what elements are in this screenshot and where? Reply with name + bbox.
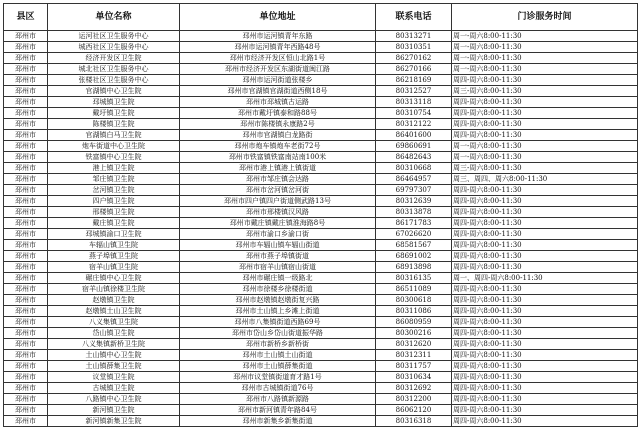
cell-hours: 周一-周六8:00-11:30 bbox=[452, 152, 638, 163]
cell-name: 官湖镇中心卫生院 bbox=[48, 86, 180, 97]
table-row bbox=[4, 196, 638, 207]
cell-county: 邳州市 bbox=[4, 53, 48, 64]
cell-address: 邳州市徐楼乡徐楼街道 bbox=[180, 284, 376, 295]
cell-county: 邳州市 bbox=[4, 207, 48, 218]
table-row bbox=[4, 130, 638, 141]
table-row bbox=[4, 97, 638, 108]
cell-county: 邳州市 bbox=[4, 42, 48, 53]
cell-name: 港上镇卫生院 bbox=[48, 163, 180, 174]
header-row bbox=[4, 4, 638, 31]
cell-name: 铁富镇中心卫生院 bbox=[48, 152, 180, 163]
cell-name: 戴圩镇卫生院 bbox=[48, 108, 180, 119]
cell-address: 邳州市港上镇港上镇街道 bbox=[180, 163, 376, 174]
table-row bbox=[4, 251, 638, 262]
table-row bbox=[4, 372, 638, 383]
cell-phone: 86401600 bbox=[376, 130, 452, 141]
cell-county: 邳州市 bbox=[4, 306, 48, 317]
cell-hours: 周四-周六8:00-11:30 bbox=[452, 383, 638, 394]
cell-phone: 86270162 bbox=[376, 53, 452, 64]
cell-address: 邳州市土山镇土山街道 bbox=[180, 350, 376, 361]
cell-county: 邳州市 bbox=[4, 185, 48, 196]
cell-county: 邳州市 bbox=[4, 317, 48, 328]
cell-phone: 80312692 bbox=[376, 383, 452, 394]
table-row bbox=[4, 295, 638, 306]
cell-name: 新河镇新集卫生院 bbox=[48, 416, 180, 427]
cell-phone: 86270166 bbox=[376, 64, 452, 75]
table-row bbox=[4, 262, 638, 273]
table-row bbox=[4, 31, 638, 42]
cell-hours: 周四-周六8:00-11:30 bbox=[452, 262, 638, 273]
cell-address: 邳州市官湖镇官湖街道西侧18号 bbox=[180, 86, 376, 97]
cell-hours: 周四-周六8:00-11:30 bbox=[452, 207, 638, 218]
table-row bbox=[4, 108, 638, 119]
cell-address: 邳州市邳城镇古运路 bbox=[180, 97, 376, 108]
cell-phone: 86171783 bbox=[376, 218, 452, 229]
table-row bbox=[4, 218, 638, 229]
cell-county: 邳州市 bbox=[4, 295, 48, 306]
cell-name: 四户镇卫生院 bbox=[48, 196, 180, 207]
cell-address: 邳州市经济开发区东湖街道闽江路 bbox=[180, 64, 376, 75]
cell-hours: 周四-周六8:00-11:30 bbox=[452, 317, 638, 328]
cell-phone: 80300216 bbox=[376, 328, 452, 339]
cell-address: 邳州市新桥乡新桥街 bbox=[180, 339, 376, 350]
cell-phone: 69860691 bbox=[376, 141, 452, 152]
cell-county: 邳州市 bbox=[4, 328, 48, 339]
cell-hours: 周四-周六8:00-11:30 bbox=[452, 185, 638, 196]
cell-phone: 80312200 bbox=[376, 394, 452, 405]
table-row bbox=[4, 328, 638, 339]
cell-address: 邳州市古城镇街道76号 bbox=[180, 383, 376, 394]
cell-name: 新河镇卫生院 bbox=[48, 405, 180, 416]
cell-name: 宿羊山镇徐楼卫生院 bbox=[48, 284, 180, 295]
cell-phone: 67026620 bbox=[376, 229, 452, 240]
cell-address: 邳州市渝口乡渝口街 bbox=[180, 229, 376, 240]
cell-phone: 80300618 bbox=[376, 295, 452, 306]
cell-address: 邳州市铁富镇铁富南站南100米 bbox=[180, 152, 376, 163]
table-row bbox=[4, 141, 638, 152]
cell-phone: 80311757 bbox=[376, 361, 452, 372]
cell-phone: 86464957 bbox=[376, 174, 452, 185]
cell-county: 邳州市 bbox=[4, 64, 48, 75]
table-row bbox=[4, 306, 638, 317]
cell-name: 土山镇中心卫生院 bbox=[48, 350, 180, 361]
header-phone: 联系电话 bbox=[376, 4, 452, 31]
header-name: 单位名称 bbox=[48, 4, 180, 31]
cell-address: 邳州市车辐山镇车辐山街道 bbox=[180, 240, 376, 251]
cell-name: 赵墩镇土山卫生院 bbox=[48, 306, 180, 317]
cell-county: 邳州市 bbox=[4, 361, 48, 372]
cell-name: 碾庄镇中心卫生院 bbox=[48, 273, 180, 284]
cell-phone: 80313118 bbox=[376, 97, 452, 108]
cell-hours: 周四-周六8:00-11:30 bbox=[452, 119, 638, 130]
cell-phone: 86218169 bbox=[376, 75, 452, 86]
cell-phone: 80312311 bbox=[376, 350, 452, 361]
cell-county: 邳州市 bbox=[4, 339, 48, 350]
cell-name: 车辐山镇卫生院 bbox=[48, 240, 180, 251]
table-row bbox=[4, 64, 638, 75]
cell-name: 宿羊山镇卫生院 bbox=[48, 262, 180, 273]
table-row bbox=[4, 383, 638, 394]
cell-address: 邳州市土山镇上乡滩上街道 bbox=[180, 306, 376, 317]
cell-name: 八路镇中心卫生院 bbox=[48, 394, 180, 405]
cell-phone: 68913898 bbox=[376, 262, 452, 273]
cell-phone: 80310754 bbox=[376, 108, 452, 119]
table-row bbox=[4, 284, 638, 295]
cell-county: 邳州市 bbox=[4, 218, 48, 229]
cell-name: 邳城镇渝口卫生院 bbox=[48, 229, 180, 240]
cell-phone: 80312527 bbox=[376, 86, 452, 97]
header-hours: 门诊服务时间 bbox=[452, 4, 638, 31]
cell-county: 邳州市 bbox=[4, 75, 48, 86]
cell-county: 邳州市 bbox=[4, 372, 48, 383]
cell-address: 邳州市新集乡新集街道 bbox=[180, 416, 376, 427]
cell-phone: 86482643 bbox=[376, 152, 452, 163]
cell-name: 官湖镇白马卫生院 bbox=[48, 130, 180, 141]
cell-hours: 周一-周六8:00-11:30 bbox=[452, 42, 638, 53]
cell-address: 邳州市邹庄镇会达路 bbox=[180, 174, 376, 185]
cell-county: 邳州市 bbox=[4, 152, 48, 163]
cell-name: 邢楼镇卫生院 bbox=[48, 207, 180, 218]
cell-name: 古城镇卫生院 bbox=[48, 383, 180, 394]
cell-address: 邳州市运河镇青年东路 bbox=[180, 31, 376, 42]
table-row bbox=[4, 229, 638, 240]
cell-address: 邳州市运河街道张楼乡 bbox=[180, 75, 376, 86]
cell-hours: 周四-周六8:00-11:30 bbox=[452, 130, 638, 141]
cell-hours: 周四-周六8:00-11:30 bbox=[452, 229, 638, 240]
cell-address: 邳州市碾庄镇一级路北 bbox=[180, 273, 376, 284]
cell-name: 陈楼镇卫生院 bbox=[48, 119, 180, 130]
cell-hours: 周四-周六8:00-11:30 bbox=[452, 196, 638, 207]
cell-address: 邳州市八集镇街道西路69号 bbox=[180, 317, 376, 328]
cell-phone: 80316318 bbox=[376, 416, 452, 427]
cell-name: 燕子埠镇卫生院 bbox=[48, 251, 180, 262]
cell-name: 运河社区卫生服务中心 bbox=[48, 31, 180, 42]
cell-county: 邳州市 bbox=[4, 141, 48, 152]
clinic-table bbox=[3, 3, 638, 427]
cell-county: 邳州市 bbox=[4, 229, 48, 240]
header-address: 单位地址 bbox=[180, 4, 376, 31]
cell-phone: 80310668 bbox=[376, 163, 452, 174]
cell-hours: 周四-周六8:00-11:30 bbox=[452, 295, 638, 306]
cell-hours: 周四-周六8:00-11:30 bbox=[452, 306, 638, 317]
cell-address: 邳州市炮车镇炮车老街72号 bbox=[180, 141, 376, 152]
cell-hours: 周四-周六8:00-11:30 bbox=[452, 372, 638, 383]
table-row bbox=[4, 86, 638, 97]
cell-hours: 周一-周六8:00-11:30 bbox=[452, 64, 638, 75]
table-row bbox=[4, 174, 638, 185]
cell-name: 八义集镇卫生院 bbox=[48, 317, 180, 328]
cell-hours: 周四-周六8:00-11:30 bbox=[452, 251, 638, 262]
cell-name: 赵墩镇卫生院 bbox=[48, 295, 180, 306]
cell-name: 城北社区卫生服务中心 bbox=[48, 64, 180, 75]
header-county: 县区 bbox=[4, 4, 48, 31]
cell-phone: 86511089 bbox=[376, 284, 452, 295]
cell-name: 经济开发区卫生院 bbox=[48, 53, 180, 64]
cell-hours: 周三-周六8:00-11:30 bbox=[452, 163, 638, 174]
cell-phone: 80312620 bbox=[376, 339, 452, 350]
cell-address: 邳州市赵墩镇赵墩街复兴路 bbox=[180, 295, 376, 306]
cell-address: 邳州市新河镇青年路84号 bbox=[180, 405, 376, 416]
table-row bbox=[4, 240, 638, 251]
cell-hours: 周三-周六8:00-11:30 bbox=[452, 86, 638, 97]
cell-county: 邳州市 bbox=[4, 196, 48, 207]
cell-address: 邳州市岱山乡岱山街道振华路 bbox=[180, 328, 376, 339]
cell-hours: 周三、周四、周六8:00-11:30 bbox=[452, 174, 638, 185]
cell-hours: 周四-周六8:00-11:30 bbox=[452, 218, 638, 229]
cell-phone: 80312639 bbox=[376, 196, 452, 207]
cell-county: 邳州市 bbox=[4, 284, 48, 295]
cell-name: 岱山镇卫生院 bbox=[48, 328, 180, 339]
cell-county: 邳州市 bbox=[4, 262, 48, 273]
table-row bbox=[4, 273, 638, 284]
cell-county: 邳州市 bbox=[4, 163, 48, 174]
cell-hours: 周四-周六8:00-11:30 bbox=[452, 405, 638, 416]
cell-phone: 68581567 bbox=[376, 240, 452, 251]
cell-name: 邹庄镇卫生院 bbox=[48, 174, 180, 185]
table-row bbox=[4, 416, 638, 427]
table-row bbox=[4, 361, 638, 372]
cell-hours: 周四-周六8:00-11:30 bbox=[452, 284, 638, 295]
cell-hours: 周一-周六8:00-11:30 bbox=[452, 53, 638, 64]
cell-county: 邳州市 bbox=[4, 174, 48, 185]
cell-hours: 周四-周六8:00-11:30 bbox=[452, 108, 638, 119]
cell-county: 邳州市 bbox=[4, 31, 48, 42]
cell-phone: 80313878 bbox=[376, 207, 452, 218]
cell-phone: 80311086 bbox=[376, 306, 452, 317]
table-row bbox=[4, 394, 638, 405]
cell-name: 张楼社区卫生服务中心 bbox=[48, 75, 180, 86]
cell-county: 邳州市 bbox=[4, 350, 48, 361]
cell-phone: 80312122 bbox=[376, 119, 452, 130]
table-row bbox=[4, 185, 638, 196]
cell-name: 戴庄镇卫生院 bbox=[48, 218, 180, 229]
cell-county: 邳州市 bbox=[4, 130, 48, 141]
table-row bbox=[4, 317, 638, 328]
cell-county: 邳州市 bbox=[4, 251, 48, 262]
cell-address: 邳州市戴圩镇泰和路88号 bbox=[180, 108, 376, 119]
cell-hours: 周四-周六8:00-11:30 bbox=[452, 361, 638, 372]
cell-address: 邳州市八路镇新源路 bbox=[180, 394, 376, 405]
cell-name: 八义集镇新桥卫生院 bbox=[48, 339, 180, 350]
table-row bbox=[4, 53, 638, 64]
cell-county: 邳州市 bbox=[4, 240, 48, 251]
cell-county: 邳州市 bbox=[4, 119, 48, 130]
cell-address: 邳州市官湖镇白龙路街 bbox=[180, 130, 376, 141]
cell-hours: 周一-周六8:00-11:30 bbox=[452, 31, 638, 42]
cell-hours: 周四-周六8:00-11:30 bbox=[452, 97, 638, 108]
table-row bbox=[4, 119, 638, 130]
cell-address: 邳州市四户镇四户街道侧武路13号 bbox=[180, 196, 376, 207]
cell-address: 邳州市经济开发区恒山北路1号 bbox=[180, 53, 376, 64]
cell-phone: 80316135 bbox=[376, 273, 452, 284]
table-row bbox=[4, 163, 638, 174]
cell-hours: 周四-周六8:00-11:30 bbox=[452, 416, 638, 427]
cell-hours: 周一-周六8:00-11:30 bbox=[452, 141, 638, 152]
cell-hours: 周四-周六8:00-11:30 bbox=[452, 328, 638, 339]
cell-address: 邳州市运河镇青年西路48号 bbox=[180, 42, 376, 53]
table-row bbox=[4, 405, 638, 416]
cell-phone: 86062120 bbox=[376, 405, 452, 416]
cell-address: 邳州市戴庄镇戴庄镇淮海路8号 bbox=[180, 218, 376, 229]
table-row bbox=[4, 75, 638, 86]
cell-county: 邳州市 bbox=[4, 273, 48, 284]
cell-phone: 80310634 bbox=[376, 372, 452, 383]
table-row bbox=[4, 207, 638, 218]
cell-hours: 周四-周六8:00-11:30 bbox=[452, 350, 638, 361]
table-row bbox=[4, 339, 638, 350]
cell-address: 邳州市邢楼镇汉风路 bbox=[180, 207, 376, 218]
cell-county: 邳州市 bbox=[4, 394, 48, 405]
cell-name: 炮车街道中心卫生院 bbox=[48, 141, 180, 152]
cell-county: 邳州市 bbox=[4, 416, 48, 427]
cell-address: 邳州市陈楼镇永康路2号 bbox=[180, 119, 376, 130]
table-row bbox=[4, 152, 638, 163]
table-row bbox=[4, 350, 638, 361]
cell-county: 邳州市 bbox=[4, 108, 48, 119]
cell-address: 邳州市土山镇薛集街道 bbox=[180, 361, 376, 372]
cell-address: 邳州市议堂镇街道育才路1号 bbox=[180, 372, 376, 383]
cell-address: 邳州市燕子埠镇街道 bbox=[180, 251, 376, 262]
cell-hours: 周四-周六8:00-11:30 bbox=[452, 394, 638, 405]
table-header bbox=[4, 4, 638, 31]
cell-hours: 周一、周四-周六8:00-11:30 bbox=[452, 273, 638, 284]
cell-phone: 69797307 bbox=[376, 185, 452, 196]
cell-address: 邳州市岔河镇岔河街 bbox=[180, 185, 376, 196]
cell-county: 邳州市 bbox=[4, 97, 48, 108]
cell-county: 邳州市 bbox=[4, 405, 48, 416]
cell-name: 城西社区卫生服务中心 bbox=[48, 42, 180, 53]
cell-name: 岔河镇卫生院 bbox=[48, 185, 180, 196]
cell-address: 邳州市宿羊山镇宿山街道 bbox=[180, 262, 376, 273]
cell-county: 邳州市 bbox=[4, 86, 48, 97]
cell-name: 邳城镇卫生院 bbox=[48, 97, 180, 108]
cell-hours: 周四-周六8:00-11:30 bbox=[452, 339, 638, 350]
table-body bbox=[4, 31, 638, 427]
cell-hours: 周四-周六8:00-11:30 bbox=[452, 75, 638, 86]
cell-name: 土山镇薛集卫生院 bbox=[48, 361, 180, 372]
cell-phone: 68691002 bbox=[376, 251, 452, 262]
cell-phone: 86080959 bbox=[376, 317, 452, 328]
cell-name: 议堂镇卫生院 bbox=[48, 372, 180, 383]
cell-phone: 80310351 bbox=[376, 42, 452, 53]
table-row bbox=[4, 42, 638, 53]
cell-hours: 周四-周六8:00-11:30 bbox=[452, 240, 638, 251]
cell-county: 邳州市 bbox=[4, 383, 48, 394]
cell-phone: 80313271 bbox=[376, 31, 452, 42]
